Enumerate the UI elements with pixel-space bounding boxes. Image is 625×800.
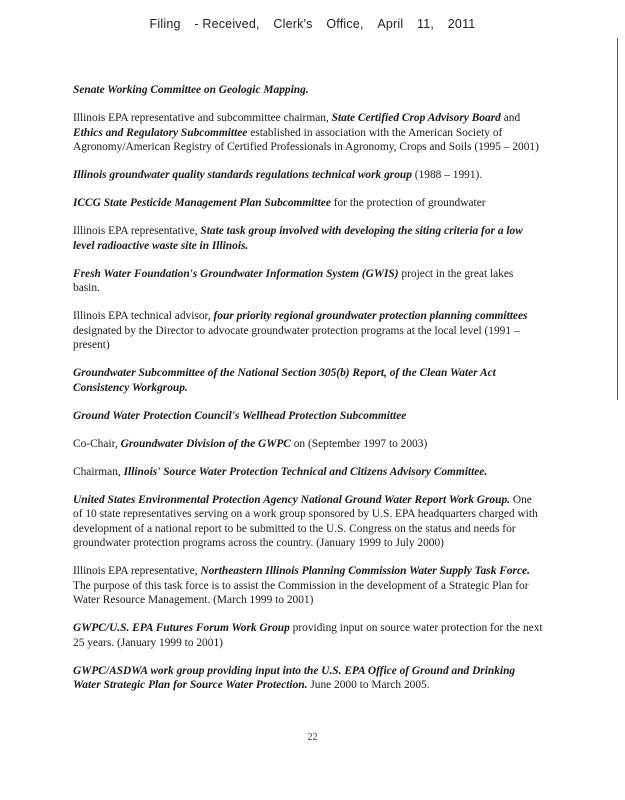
header-office: Office, [326, 17, 364, 31]
entry-text: Co-Chair, [73, 437, 121, 450]
committee-entry [73, 621, 543, 650]
entry-text: established in association with the American Society of Agronomy/American Registry of Certified Professionals in Agronomy, Crops and Soils (1995 – 2001) [73, 126, 539, 153]
entry-text: for the protection of groundwater [330, 197, 486, 210]
committee-entry [73, 366, 543, 395]
entry-title: ICCG State Pesticide Management Plan Subcommittee [73, 197, 331, 210]
committee-list [73, 83, 543, 706]
entry-text: (1988 – 1991). [411, 169, 483, 181]
committee-entry [73, 196, 543, 210]
filing-header [0, 17, 625, 31]
committee-entry [73, 409, 543, 423]
entry-title: Fresh Water Foundation's Groundwater Information System (GWIS) [73, 267, 399, 280]
entry-text: and [500, 112, 521, 125]
entry-title: GWPC/U.S. EPA Futures Forum Work Group [73, 622, 290, 635]
header-month: April [377, 17, 404, 31]
committee-entry [73, 83, 543, 97]
entry-title: GWPC/ASDWA work group providing input into the U.S. EPA Office of Ground and Drinking Water Strategic Plan for Source Water Protection. [73, 664, 516, 691]
header-year: 2011 [447, 17, 476, 31]
entry-title: Groundwater Division of the GWPC [120, 437, 291, 450]
header-day: 11, [417, 17, 435, 31]
margin-rule [617, 38, 618, 400]
committee-entry [73, 437, 543, 451]
header-clerks: Clerk's [273, 17, 313, 31]
committee-entry [73, 664, 543, 693]
entry-text: providing input on source water protection for the next 25 years. (January 1999 to 2001) [73, 622, 543, 649]
entry-title: Illinois' Source Water Protection Technical and Citizens Advisory Committee. [123, 465, 488, 478]
entry-title: Senate Working Committee on Geologic Mapping. [73, 84, 309, 96]
entry-title: Illinois groundwater quality standards regulations technical work group [73, 169, 412, 181]
committee-entry [73, 564, 543, 607]
entry-text: The purpose of this task force is to assist the Commission in the development of a Strategic Plan for Water Resource Management. (March 1999 to 2001) [73, 579, 529, 606]
entry-text: Illinois EPA representative, [73, 565, 201, 578]
committee-entry [73, 309, 543, 352]
entry-title: four priority regional groundwater protection planning committees [213, 310, 528, 323]
entry-text: Illinois EPA representative, [73, 225, 201, 238]
committee-entry [73, 224, 543, 253]
entry-text: Chairman, [73, 465, 124, 478]
header-received: - Received, [194, 17, 260, 31]
header-filing: Filing [149, 17, 181, 31]
entry-title: State Certified Crop Advisory Board [331, 112, 501, 125]
entry-text: One of 10 state representatives serving on a work group sponsored by U.S. EPA headquarters charged with development of a national report to be submitted to the U.S. Congress on the status and needs for groundwater protection programs across the country. (January 1999 to July 2000) [73, 493, 538, 550]
entry-title: State task group involved with developing the siting criteria for a low level radioactive waste site in Illinois. [73, 225, 523, 252]
entry-text: Illinois EPA representative and subcommittee chairman, [73, 112, 332, 125]
entry-text: June 2000 to March 2005. [307, 679, 430, 691]
entry-text: designated by the Director to advocate groundwater protection programs at the local level (1991 – present) [73, 324, 520, 351]
entry-title: Ground Water Protection Council's Wellhead Protection Subcommittee [73, 409, 407, 422]
entry-title: United States Environmental Protection Agency National Ground Water Report Work Group. [73, 493, 511, 506]
committee-entry [73, 111, 543, 154]
committee-entry [73, 465, 543, 479]
committee-entry [73, 267, 543, 296]
entry-text: Illinois EPA technical advisor, [73, 310, 214, 323]
entry-title: Ethics and Regulatory Subcommittee [73, 126, 248, 139]
entry-title: Northeastern Illinois Planning Commission Water Supply Task Force. [200, 565, 530, 578]
committee-entry [73, 493, 543, 551]
entry-text: project in the great lakes basin. [73, 267, 514, 295]
entry-title: Groundwater Subcommittee of the National Section 305(b) Report, of the Clean Water Act Consistency Workgroup. [73, 367, 496, 394]
entry-text: on (September 1997 to 2003) [290, 437, 428, 450]
committee-entry [73, 168, 543, 182]
page-number: 22 [307, 732, 318, 743]
